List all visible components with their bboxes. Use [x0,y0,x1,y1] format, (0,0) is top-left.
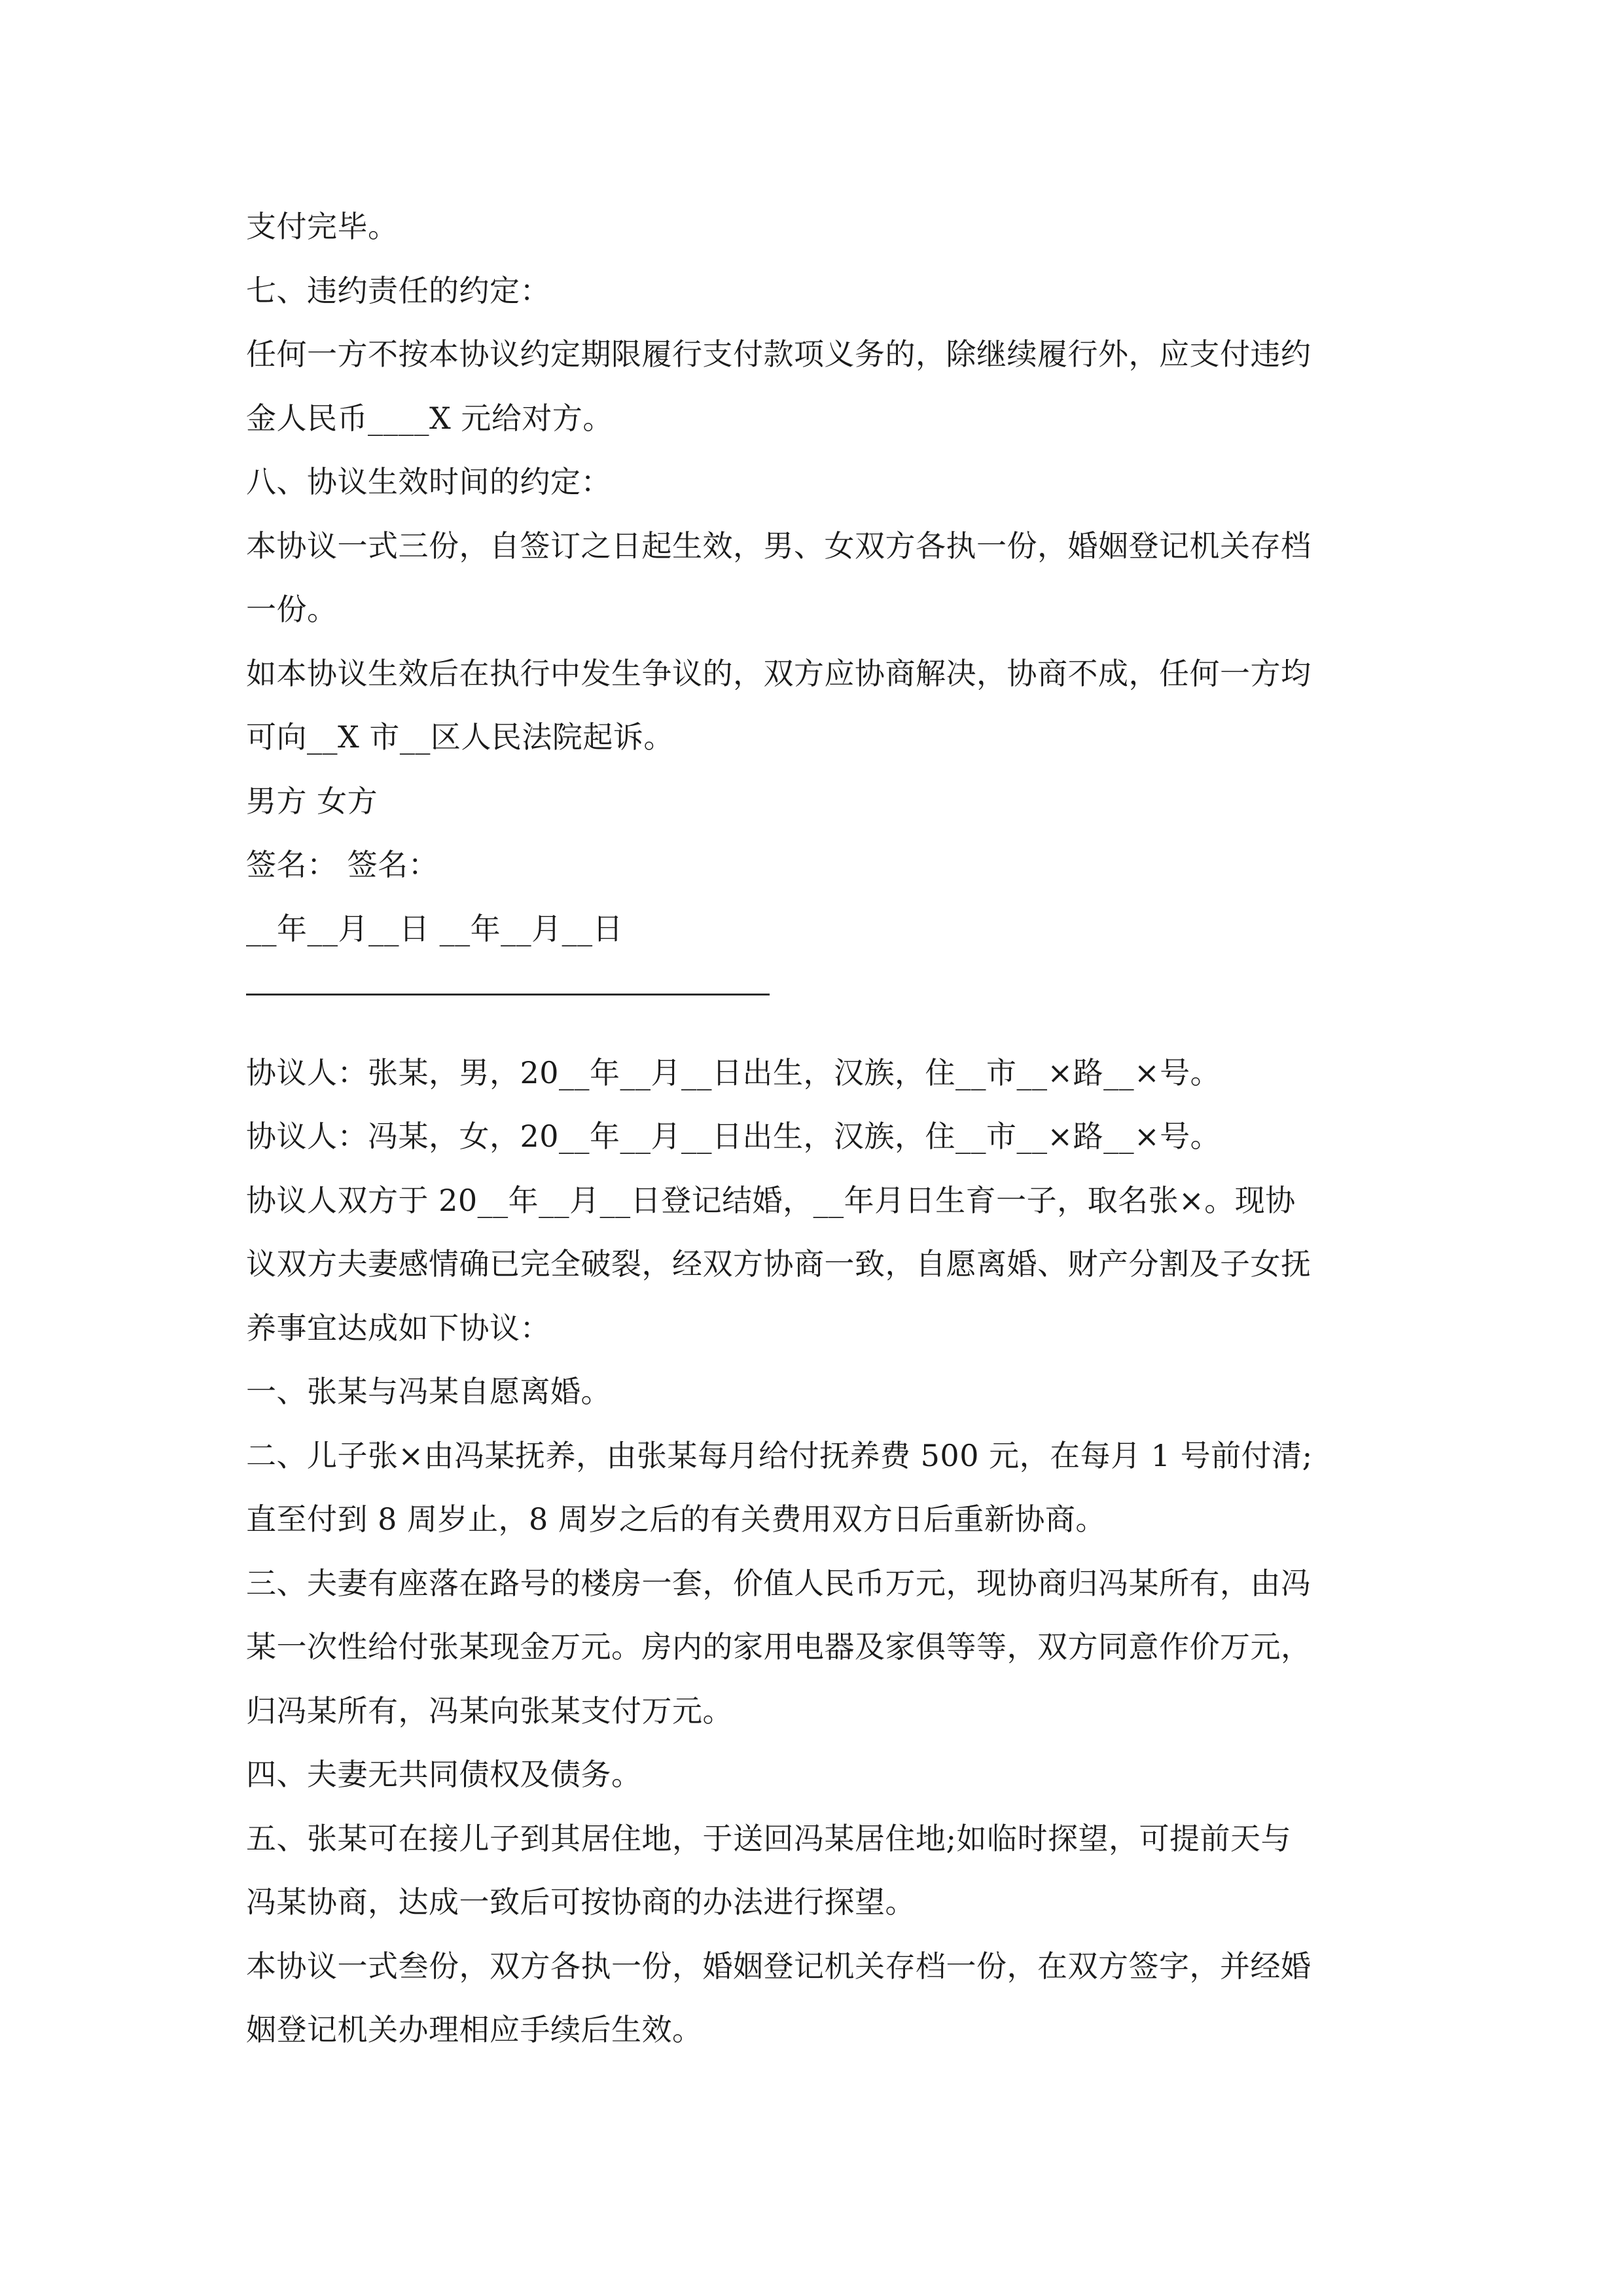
text-line: 金人民币____X 元给对方。 [246,400,613,436]
document-body [246,195,1398,2062]
text-line: 姻登记机关办理相应手续后生效。 [246,2012,703,2047]
clause-item: 二、儿子张×由冯某抚养，由张某每月给付抚养费 500 元，在每月 1 号前付清; [246,1437,1313,1473]
section-heading: 七、违约责任的约定： [246,272,550,308]
separator [246,961,1398,1025]
text-line: 本协议一式叁份，双方各执一份，婚姻登记机关存档一份，在双方签字，并经婚 [246,1948,1311,1984]
text-line: 一份。 [246,592,338,627]
clause-item: 一、张某与冯某自愿离婚。 [246,1374,611,1409]
section-heading: 八、协议生效时间的约定： [246,464,611,499]
separator-rule [246,994,770,996]
signature-labels: 签名： 签名： [246,847,439,882]
party-info: 协议人：张某，男，20__年__月__日出生，汉族，住__市__×路__×号。 [246,1054,1221,1090]
text-line: 任何一方不按本协议约定期限履行支付款项义务的，除继续履行外，应支付违约 [246,336,1311,372]
text-line: 议双方夫妻感情确已完全破裂，经双方协商一致，自愿离婚、财产分割及子女抚 [246,1246,1311,1282]
text-line: 养事宜达成如下协议： [246,1310,550,1346]
text-line: 某一次性给付张某现金万元。房内的家用电器及家俱等等，双方同意作价万元， [246,1629,1311,1664]
text-line: 支付完毕。 [246,209,399,244]
text-line: 可向__X 市__区人民法院起诉。 [246,719,674,755]
text-line: 如本协议生效后在执行中发生争议的，双方应协商解决，协商不成，任何一方均 [246,655,1311,691]
clause-item: 四、夫妻无共同债权及债务。 [246,1757,642,1792]
spacer [246,1025,1398,1041]
party-info: 协议人：冯某，女，20__年__月__日出生，汉族，住__市__×路__×号。 [246,1119,1221,1154]
clause-item: 三、夫妻有座落在路号的楼房一套，价值人民币万元，现协商归冯某所有，由冯 [246,1565,1311,1601]
clause-item: 五、张某可在接儿子到其居住地，于送回冯某居住地;如临时探望，可提前天与 [246,1820,1291,1856]
date-fields: __年__月__日 __年__月__日 [246,910,624,946]
text-line: 冯某协商，达成一致后可按协商的办法进行探望。 [246,1884,916,1920]
party-labels: 男方 女方 [246,783,378,819]
text-line: 协议人双方于 20__年__月__日登记结婚，__年月日生育一子，取名张×。现协 [246,1182,1296,1218]
text-line: 本协议一式三份，自签订之日起生效，男、女双方各执一份，婚姻登记机关存档 [246,528,1311,564]
text-line: 直至付到 8 周岁止，8 周岁之后的有关费用双方日后重新协商。 [246,1501,1106,1537]
text-line: 归冯某所有，冯某向张某支付万元。 [246,1693,733,1729]
